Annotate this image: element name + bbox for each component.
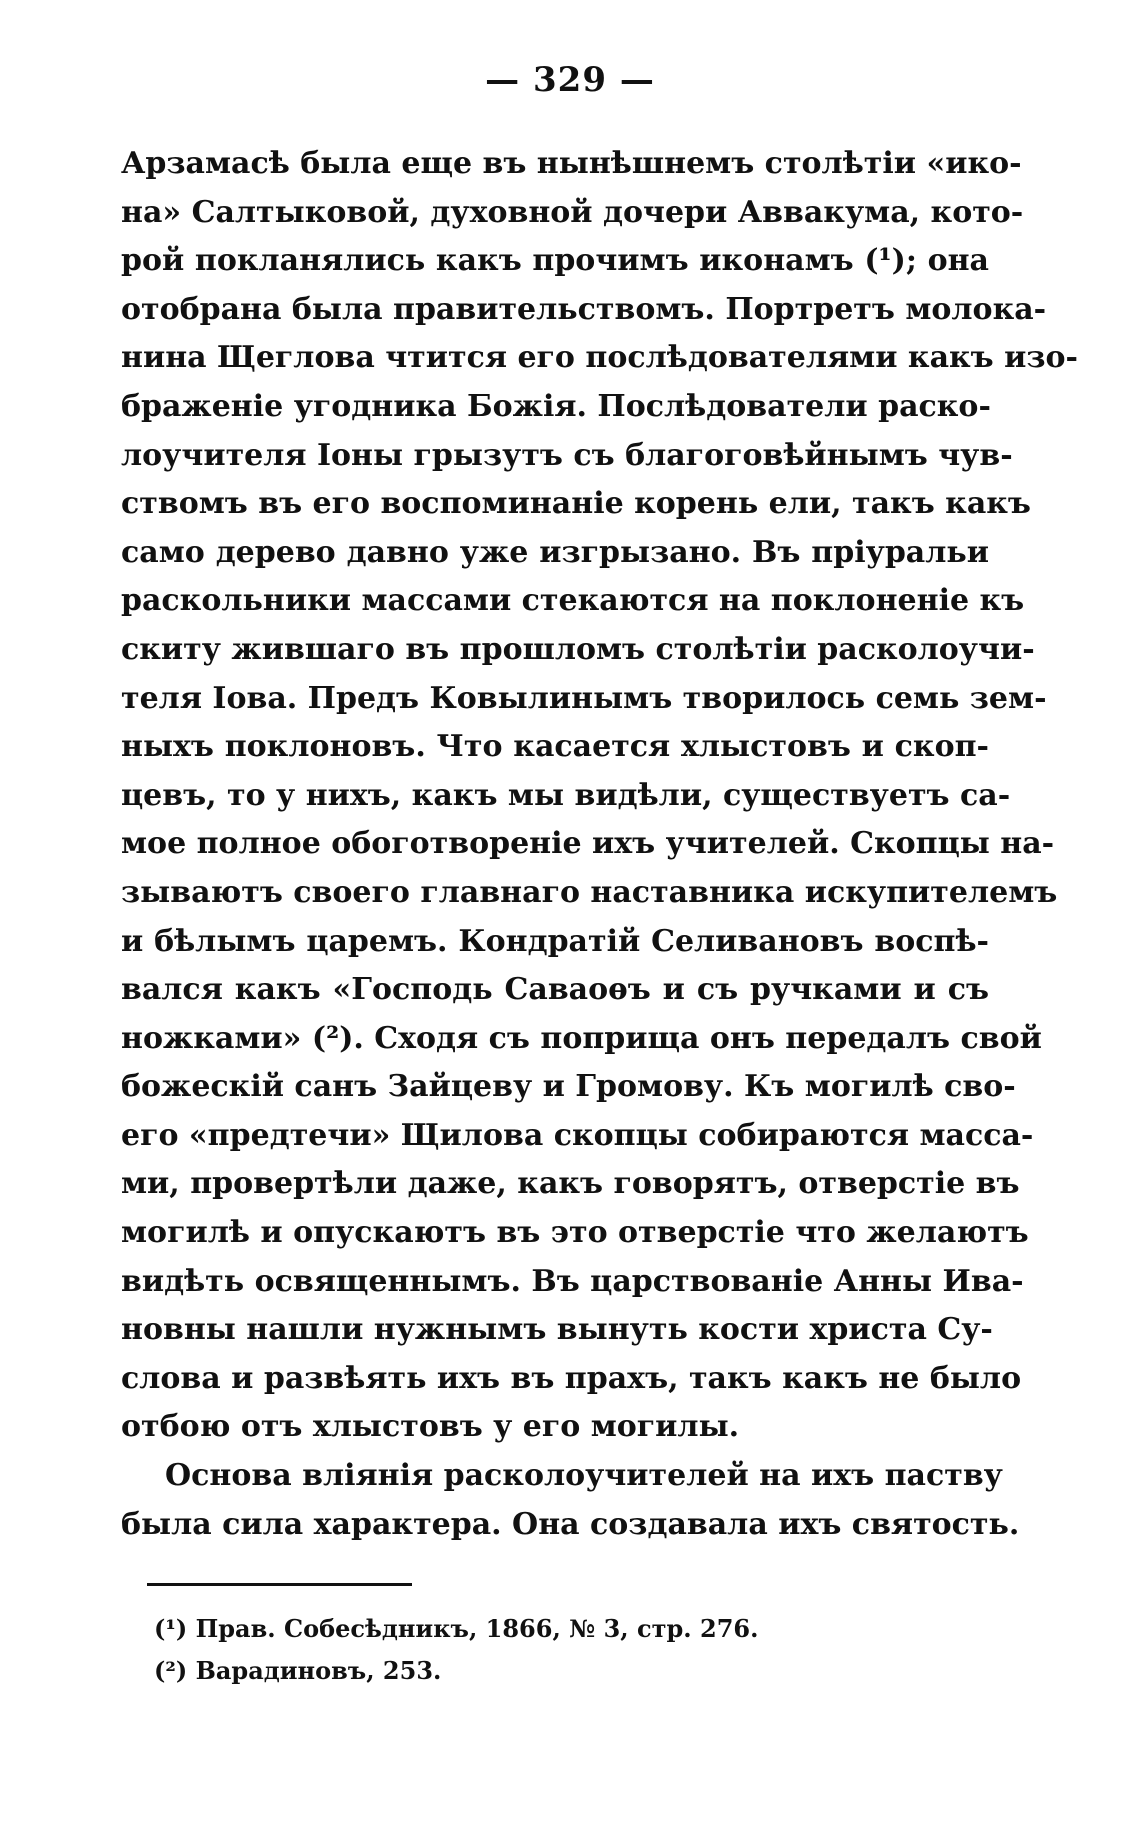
- footnote-1: (¹) Прав. Собесѣдникъ, 1866, № 3, стр. 276.: [154, 1614, 759, 1643]
- footnote-separator: [147, 1583, 412, 1586]
- footnote-2: (²) Варадиновъ, 253.: [154, 1656, 442, 1685]
- text-line: нина Щеглова чтится его послѣдователями какъ изо-: [121, 340, 1078, 376]
- text-line: на» Салтыковой, духовной дочери Аввакума, кото-: [121, 194, 1024, 230]
- text-line: раскольники массами стекаются на поклоненіе къ: [121, 583, 1025, 619]
- text-line: и бѣлымъ царемъ. Кондратій Селивановъ воспѣ-: [121, 923, 989, 959]
- text-line: была сила характера. Она создавала ихъ святость.: [121, 1506, 1020, 1542]
- footnotes: [154, 1608, 854, 1692]
- text-line: зываютъ своего главнаго наставника искупителемъ: [121, 874, 1058, 910]
- text-line: божескій санъ Зайцеву и Громову. Къ могилѣ сво-: [121, 1069, 1016, 1105]
- text-line: отобрана была правительствомъ. Портретъ молока-: [121, 291, 1047, 327]
- text-line: лоучителя Іоны грызутъ съ благоговѣйнымъ чув-: [121, 437, 1013, 473]
- paragraph-end-line: отбою отъ хлыстовъ у его могилы.: [121, 1409, 740, 1445]
- text-line: мое полное обоготвореніе ихъ учителей. Скопцы на-: [121, 826, 1055, 862]
- text-line: Арзамасѣ была еще въ нынѣшнемъ столѣтіи «ико-: [121, 146, 1022, 181]
- text-line: скиту жившаго въ прошломъ столѣтіи расколоучи-: [121, 631, 1035, 667]
- body-text: [121, 140, 1078, 1549]
- text-line: ножками» (²). Сходя съ поприща онъ передалъ свой: [121, 1020, 1042, 1056]
- text-line: новны нашли нужнымъ вынуть кости христа Су-: [121, 1312, 993, 1348]
- text-line: могилѣ и опускаютъ въ это отверстіе что желаютъ: [121, 1215, 1029, 1251]
- text-line: ствомъ въ его воспоминаніе корень ели, такъ какъ: [121, 486, 1031, 522]
- text-line: видѣть освященнымъ. Въ царствованіе Анны Ива-: [121, 1263, 1024, 1299]
- paragraph-start-line: Основа вліянія расколоучителей на ихъ паству: [165, 1458, 1003, 1494]
- text-line: теля Іова. Предъ Ковылинымъ творилось семь зем-: [121, 680, 1047, 716]
- text-line: вался какъ «Господь Саваоѳъ и съ ручками и съ: [121, 972, 989, 1008]
- text-line: слова и развѣять ихъ въ прахъ, такъ какъ не было: [121, 1360, 1022, 1396]
- page-number: — 329 —: [485, 60, 655, 100]
- text-line: браженіе угодника Божія. Послѣдователи раско-: [121, 388, 991, 424]
- text-line: само дерево давно уже изгрызано. Въ пріуральи: [121, 534, 989, 570]
- text-line: рой покланялись какъ прочимъ иконамъ (¹); она: [121, 243, 989, 279]
- text-line: ми, провертѣли даже, какъ говорятъ, отверстіе въ: [121, 1166, 1020, 1202]
- text-line: его «предтечи» Щилова скопцы собираются масса-: [121, 1117, 1034, 1153]
- text-line: ныхъ поклоновъ. Что касается хлыстовъ и скоп-: [121, 729, 989, 765]
- text-line: цевъ, то у нихъ, какъ мы видѣли, существуетъ са-: [121, 777, 1011, 813]
